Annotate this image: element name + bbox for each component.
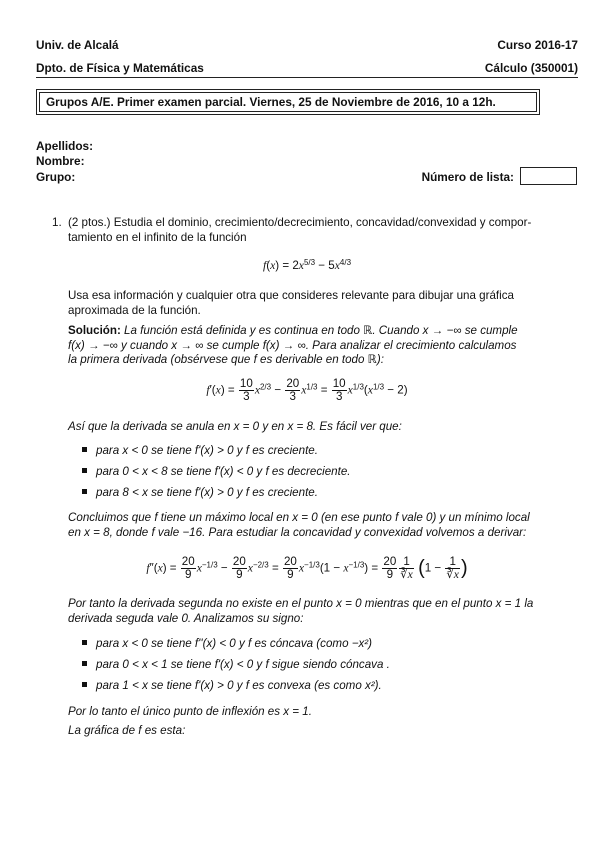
grupo-label: Grupo: (36, 170, 76, 184)
conclusion-text: Concluimos que f tiene un máximo local en x = 0 (en ese punto f vale 0) y un mínimo local en x = 8, donde f vale −16. Para estudiar la concavidad y convexidad volvemos a derivar: (68, 511, 530, 539)
bullet-icon (82, 661, 87, 666)
bullet-icon (82, 640, 87, 645)
function-equation: $f(x) = 2x^{5/3} - 5x^{4/3}$ (262, 258, 352, 272)
list-item: para 0 < x < 8 se tiene f'(x) < 0 y f es decreciente. (82, 465, 582, 479)
university-name: Univ. de Alcalá (36, 38, 119, 52)
exam-title: Grupos A/E. Primer examen parcial. Viernes, 25 de Noviembre de 2016, 10 a 12h. (39, 92, 537, 112)
exam-title-box (36, 89, 540, 115)
first-derivative-equation: f′(x) = $\frac{10}{3}$ $x^{2/3}$ − $\frac{20}{3}$ $x^{1/3}$ = $\frac{10}{3}$ $x^{1/3}(x^{1/3} - 2)$ (206, 377, 408, 403)
list-item: para 0 < x < 1 se tiene f'(x) < 0 y f sigue siendo cóncava . (82, 658, 582, 672)
list-item: para x < 0 se tiene f''(x) < 0 y f es cóncava (como −x²) (82, 637, 582, 651)
apellidos-label: Apellidos: (36, 139, 94, 153)
second-derivative-text: Por tanto la derivada segunda no existe en el punto x = 0 mientras que en el punto x = 1 la derivada seguda vale 0. Analizamos su signo: (68, 597, 534, 625)
second-derivative-equation: f″(x) = $\frac{20}{9}$ $x^{-1/3}$ − $\frac{20}{9}$ $x^{-2/3}$ = $\frac{20}{9}$ $x^{-1/3}(1 - x^{-1/3})$ = $\frac{20}{9}$ $\frac{1}{∛x}$ (1 − $\frac{1}{∛x}$ ) (146, 555, 468, 581)
bullet-icon (82, 468, 87, 473)
problem-number: 1. (52, 216, 62, 229)
bullet-icon (82, 489, 87, 494)
list-item: para 8 < x se tiene f'(x) > 0 y f es creciente. (82, 486, 582, 500)
derivative-zeros-text: Así que la derivada se anula en x = 0 y en x = 8. Es fácil ver que: (68, 420, 402, 433)
instructions: Usa esa información y cualquier otra que consideres relevante para dibujar una gráfica aproximada de la función. (68, 289, 514, 317)
course-year: Curso 2016-17 (497, 38, 578, 52)
bullet-icon (82, 447, 87, 452)
numero-lista-label: Número de lista: (421, 170, 514, 184)
list-item: para 1 < x se tiene f'(x) > 0 y f es convexa (es como x²). (82, 679, 582, 693)
subject-code: Cálculo (350001) (484, 61, 578, 75)
inflection-text: Por lo tanto el único punto de inflexión es x = 1. (68, 705, 312, 718)
list-item: para x < 0 se tiene f'(x) > 0 y f es creciente. (82, 444, 582, 458)
department-name: Dpto. de Física y Matemáticas (36, 61, 204, 75)
nombre-label: Nombre: (36, 154, 85, 168)
header-rule (36, 77, 578, 78)
solution-intro: Solución: La función está definida y es continua en todo ℝ. Cuando x → −∞ se cumple f(x) → −∞ y cuando x → ∞ se cumple f(x) → ∞. Para analizar el crecimiento calculamos la primera derivada (obsérvese que f es derivable en todo ℝ): (68, 324, 518, 366)
bullet-icon (82, 682, 87, 687)
problem-statement: (2 ptos.) Estudia el dominio, crecimiento/decrecimiento, concavidad/convexidad y compor- tamiento en el infinito de la función (68, 216, 532, 244)
numero-lista-input[interactable] (520, 167, 577, 185)
graph-caption: La gráfica de f es esta: (68, 724, 186, 737)
